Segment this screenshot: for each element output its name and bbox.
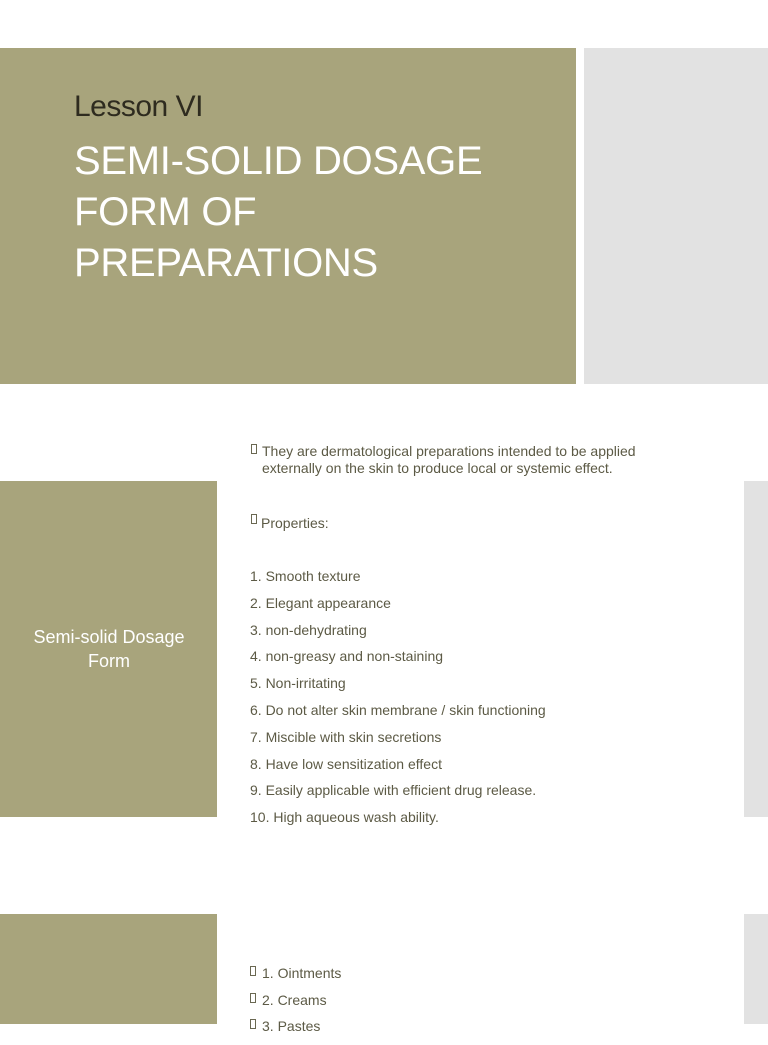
- list-item: 5. Non-irritating: [250, 675, 346, 692]
- list-item: [250, 1018, 341, 1045]
- list-item: 9. Easily applicable with efficient drug release.: [250, 782, 537, 799]
- square-bullet-icon: [250, 1019, 256, 1029]
- list-item: 2. Elegant appearance: [250, 594, 391, 611]
- lesson-label: Lesson VI: [74, 90, 203, 123]
- list-item: [250, 992, 341, 1019]
- list-item: 3. non-dehydrating: [250, 621, 367, 638]
- types-list: [250, 965, 341, 1045]
- square-bullet-icon: [251, 444, 257, 454]
- square-bullet-icon: [251, 514, 257, 524]
- section-heading-line: Form: [88, 651, 130, 671]
- properties-label: Properties:: [261, 515, 329, 531]
- list-item-label: 2. Creams: [262, 991, 327, 1008]
- deck-title-line: SEMI-SOLID DOSAGE: [74, 139, 483, 183]
- list-item: 8. Have low sensitization effect: [250, 755, 442, 772]
- list-item: 1. Smooth texture: [250, 568, 361, 584]
- list-item: 6. Do not alter skin membrane / skin functioning: [250, 701, 546, 718]
- intro-paragraph: They are dermatological preparations intended to be applied externally on the skin to produce local or systemic effect.: [262, 443, 636, 476]
- square-bullet-icon: [250, 966, 256, 976]
- title-slide-side-panel: [584, 48, 768, 384]
- list-item: [250, 965, 341, 992]
- list-item: 7. Miscible with skin secretions: [250, 728, 442, 745]
- section-heading-line: Semi-solid Dosage: [33, 627, 185, 647]
- square-bullet-icon: [250, 993, 256, 1003]
- deck-title-line: FORM OF: [74, 190, 257, 234]
- list-item: 4. non-greasy and non-staining: [250, 648, 444, 665]
- deck-title-line: PREPARATIONS: [74, 241, 378, 285]
- list-item-label: 3. Pastes: [262, 1018, 321, 1034]
- deck-title: [74, 136, 554, 289]
- properties-list: [250, 568, 546, 836]
- list-item: 10. High aqueous wash ability.: [250, 809, 439, 826]
- types-slide-right-strip: [744, 914, 768, 1024]
- section-heading: [14, 625, 204, 673]
- list-item-label: 1. Ointments: [262, 965, 342, 981]
- section-slide-right-strip: [744, 481, 768, 817]
- types-slide-left-panel: [0, 914, 217, 1024]
